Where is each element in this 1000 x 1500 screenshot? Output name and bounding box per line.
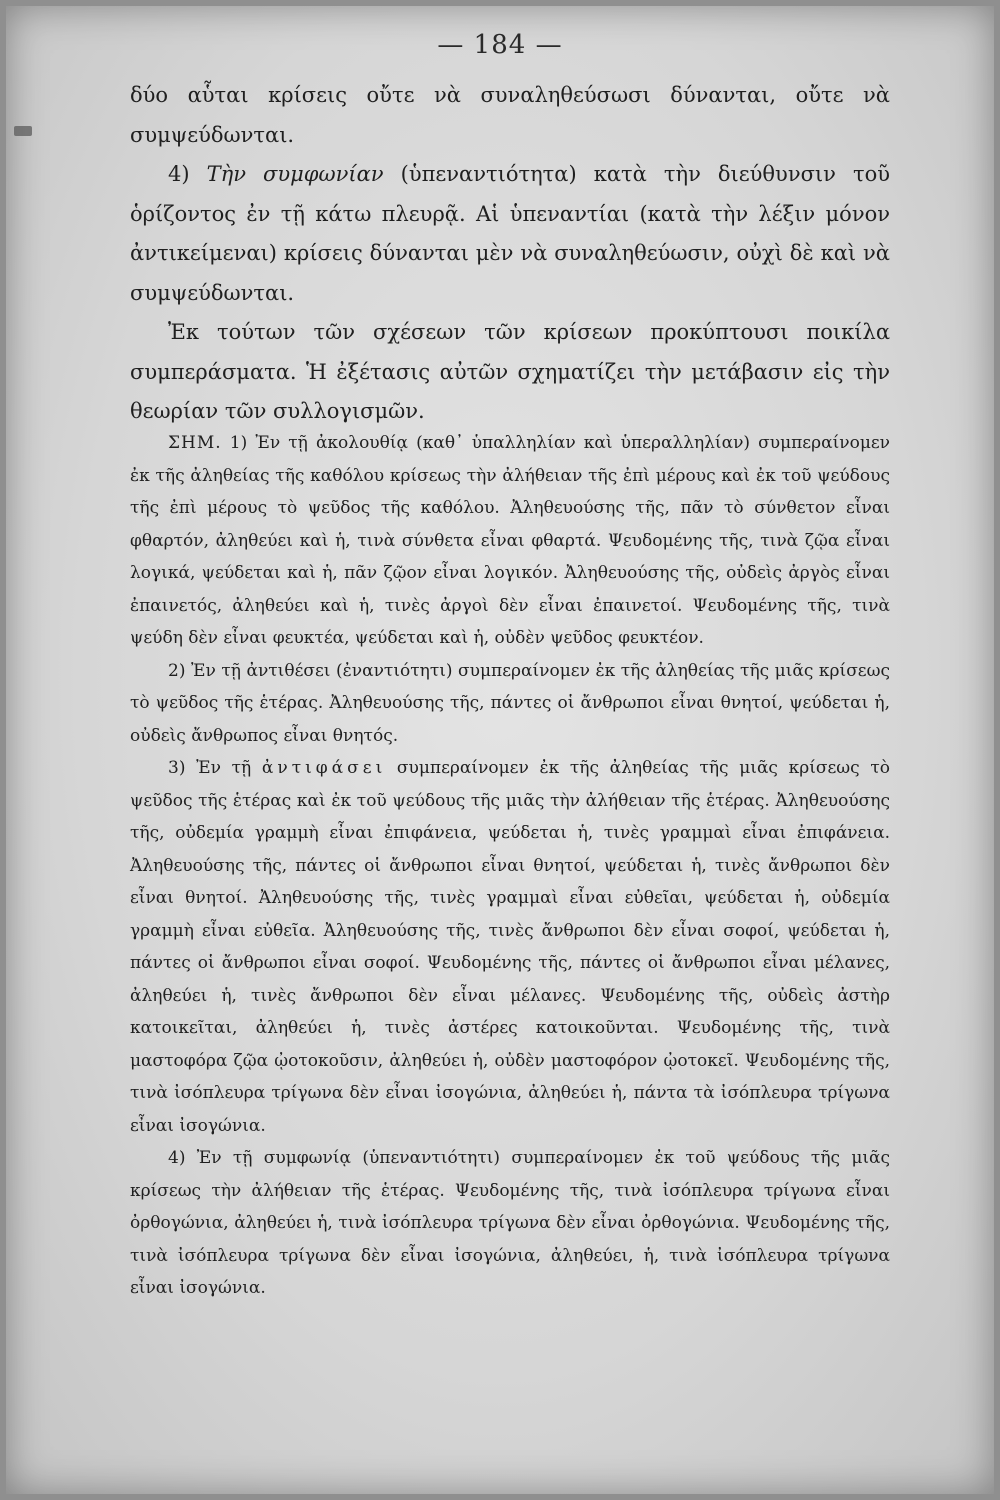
paragraph-2-text: (ὑπεναντιότητα) κατὰ τὴν διεύθυνσιν τοῦ ὁρίζοντος ἐν τῇ κάτω πλευρᾷ. Αἱ ὑπεναντίαι (κατὰ τὴν λέξιν μόνον ἀντικείμεναι) κρίσεις δύνανται μὲν νὰ συναληθεύωσιν, οὐχὶ δὲ καὶ νὰ συμψεύδωνται. (130, 162, 890, 305)
paragraph-2 (130, 155, 890, 313)
note-4-text: (ὑπεναντιότητι) συμπεραίνομεν ἐκ τοῦ ψεύδους τῆς μιᾶς κρίσεως τὴν ἀλήθειαν τῆς ἑτέρας. Ψευδομένης τῆς, τινὰ ἰσόπλευρα τρίγωνα εἶναι ὀρθογώνια, ἀληθεύει ἡ, τινὰ ἰσόπλευρα τρίγωνα δὲν εἶναι ὀρθογώνια. Ψευδομένης τῆς, τινὰ ἰσόπλευρα τρίγωνα δὲν εἶναι ἰσογώνια, ἀληθεύει, ἡ, τινὰ ἰσόπλευρα τρίγωνα εἶναι ἰσογώνια. (130, 1148, 891, 1298)
paragraph-3: Ἐκ τούτων τῶν σχέσεων τῶν κρίσεων προκύπτουσι ποικίλα συμπεράσματα. Ἡ ἐξέτασις αὐτῶν σχηματίζει τὴν μετάβασιν εἰς τὴν θεωρίαν τῶν συλλογισμῶν. (130, 320, 890, 423)
note-4 (130, 1142, 890, 1305)
note-3-lead: Ἐν τῇ (196, 758, 252, 778)
note-1-text: (καθ᾽ ὑπαλληλίαν καὶ ὑπεραλληλίαν) συμπεραίνομεν ἐκ τῆς ἀληθείας τῆς καθόλου κρίσεως τὴν ἀλήθειαν τῆς ἐπὶ μέρους καὶ ἐκ τοῦ ψεύδους τῆς ἐπὶ μέρους τὸ ψεῦδος τῆς καθόλου. Ἀληθευούσης τῆς, πᾶν τὸ σύνθετον εἶναι φθαρτόν, ἀληθεύει καὶ ἡ, τινὰ σύνθετα εἶναι φθαρτά. Ψευδομένης τῆς, τινὰ ζῷα εἶναι λογικά, ψεύδεται καὶ ἡ, πᾶν ζῷον εἶναι λογικόν. Ἀληθευούσης τῆς, οὐδεὶς ἀργὸς εἶναι ἐπαινετός, ἀληθεύει καὶ ἡ, τινὲς ἀργοὶ δὲν εἶναι ἐπαινετοί. Ψευδομένης τῆς, τινὰ ψεύδη δὲν εἶναι φευκτέα, ψεύδεται καὶ ἡ, οὐδὲν ψεῦδος φευκτέον. (130, 433, 891, 648)
note-label: ΣΗΜ. (168, 433, 222, 453)
paragraph-1: δύο αὗται κρίσεις οὔτε νὰ συναληθεύσωσι δύνανται, οὔτε νὰ συμψεύδωνται. (130, 83, 890, 147)
note-3-lead-spaced: ἀντιφάσει (261, 758, 387, 778)
note-4-lead: Ἐν τῇ συμφωνίᾳ (196, 1148, 352, 1168)
scanned-page (6, 6, 994, 1494)
note-3-text: συμπεραίνομεν ἐκ τῆς ἀληθείας τῆς μιᾶς κρίσεως τὸ ψεῦδος τῆς ἑτέρας καὶ ἐκ τοῦ ψεύδους τῆς μιᾶς τὴν ἀλήθειαν τῆς ἑτέρας. Ἀληθευούσης τῆς, οὐδεμία γραμμὴ εἶναι ἐπιφάνεια, ψεύδεται ἡ, τινὲς γραμμαὶ εἶναι ἐπιφάνεια. Ἀληθευούσης τῆς, πάντες οἱ ἄνθρωποι εἶναι θνητοί, ψεύδεται ἡ, τινὲς ἄνθρωποι δὲν εἶναι θνητοί. Ἀληθευούσης τῆς, τινὲς γραμμαὶ εἶναι εὐθεῖαι, ψεύδεται ἡ, οὐδεμία γραμμὴ εἶναι εὐθεῖα. Ἀληθευούσης τῆς, τινὲς ἄνθρωποι δὲν εἶναι σοφοί, ψεύδεται ἡ, πάντες οἱ ἄνθρωποι εἶναι σοφοί. Ψευδομένης τῆς, πάντες οἱ ἄνθρωποι εἶναι μέλανες, ἀληθεύει ἡ, τινὲς ἄνθρωποι δὲν εἶναι μέλανες. Ψευδομένης τῆς, οὐδεὶς ἀστὴρ κατοικεῖται, ἀληθεύει ἡ, τινὲς ἀστέρες κατοικοῦνται. Ψευδομένης τῆς, τινὰ μαστοφόρα ζῷα ᾠοτοκοῦσιν, ἀληθεύει ἡ, οὐδὲν μαστοφόρον ᾠοτοκεῖ. Ψευδομένης τῆς, τινὰ ἰσόπλευρα τρίγωνα δὲν εἶναι ἰσογώνια, ἀληθεύει ἡ, πάντα τὰ ἰσόπλευρα τρίγωνα εἶναι ἰσογώνια. (130, 758, 890, 1136)
item-number: 4) (168, 162, 190, 186)
note-1 (130, 427, 890, 655)
note-2-number: 2) (168, 660, 186, 681)
note-1-lead: Ἐν τῇ ἀκολουθίᾳ (255, 433, 409, 453)
note-2-lead: Ἐν τῇ ἀντιθέσει (190, 660, 331, 681)
note-3 (130, 752, 890, 1142)
page-number: — 184 — (437, 30, 563, 60)
term-emphasis: Τὴν συμφωνίαν (206, 162, 384, 186)
note-3-number: 3) (168, 758, 186, 778)
note-1-number: 1) (229, 433, 248, 453)
main-text (130, 76, 890, 432)
note-4-number: 4) (168, 1148, 186, 1168)
note-2 (130, 655, 890, 753)
notes-text (130, 427, 890, 1305)
note-2-text: (ἐναντιότητι) συμπεραίνομεν ἐκ τῆς ἀληθείας τῆς μιᾶς κρίσεως τὸ ψεῦδος τῆς ἑτέρας. Ἀληθευούσης τῆς, πάντες οἱ ἄνθρωποι εἶναι θνητοί, ψεύδεται ἡ, οὐδεὶς ἄνθρωπος εἶναι θνητός. (130, 660, 890, 746)
binding-mark (14, 126, 32, 136)
